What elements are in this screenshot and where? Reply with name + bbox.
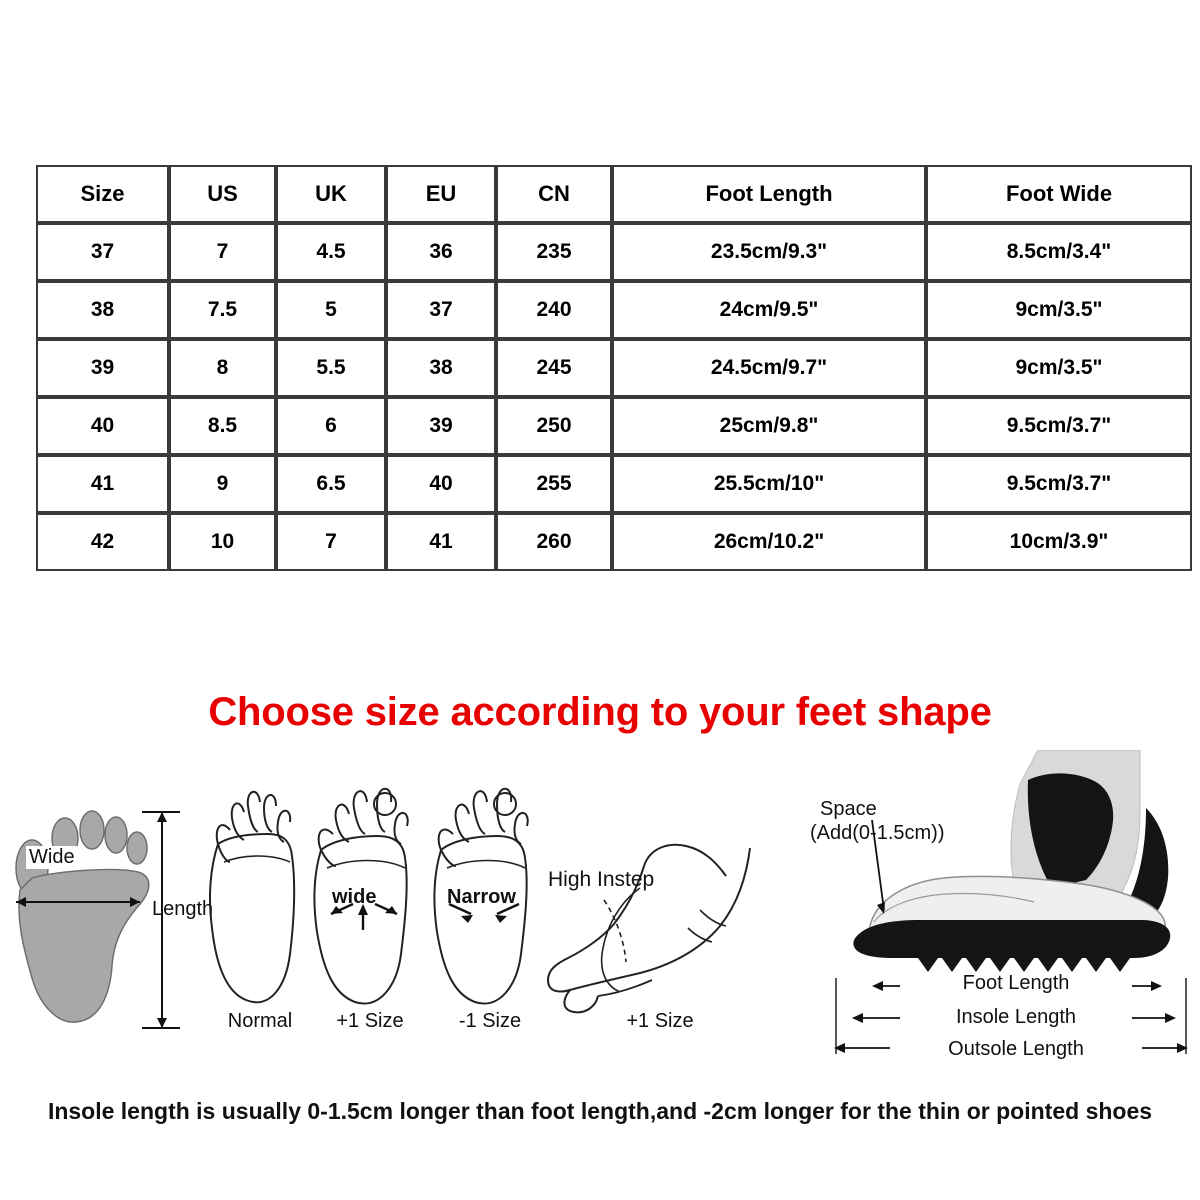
column-header-uk: UK [276, 165, 386, 223]
wide-arrow-label: wide [332, 886, 377, 908]
column-header-eu: EU [386, 165, 496, 223]
cell-foot-wide: 9.5cm/3.7" [926, 455, 1192, 513]
cell-uk: 5.5 [276, 339, 386, 397]
column-header-foot-wide: Foot Wide [926, 165, 1192, 223]
table-row [36, 397, 1192, 455]
cell-uk: 7 [276, 513, 386, 571]
cell-foot-length: 24cm/9.5" [612, 281, 926, 339]
high-instep-label: High Instep [548, 868, 655, 891]
cell-foot-wide: 10cm/3.9" [926, 513, 1192, 571]
table-row [36, 339, 1192, 397]
table-row [36, 223, 1192, 281]
cell-us: 9 [169, 455, 276, 513]
cell-cn: 245 [496, 339, 612, 397]
cell-foot-length: 26cm/10.2" [612, 513, 926, 571]
column-header-foot-length: Foot Length [612, 165, 926, 223]
cell-eu: 36 [386, 223, 496, 281]
cell-foot-wide: 9cm/3.5" [926, 281, 1192, 339]
cell-uk: 6 [276, 397, 386, 455]
cell-foot-wide: 9cm/3.5" [926, 339, 1192, 397]
cell-size: 42 [36, 513, 169, 571]
high-instep-caption: +1 Size [626, 1010, 694, 1032]
cell-size: 40 [36, 397, 169, 455]
normal-foot-outline [200, 778, 320, 1018]
cell-foot-wide: 9.5cm/3.7" [926, 397, 1192, 455]
foot-length-label: Foot Length [900, 972, 1132, 995]
cell-foot-length: 23.5cm/9.3" [612, 223, 926, 281]
cell-us: 7 [169, 223, 276, 281]
cell-eu: 39 [386, 397, 496, 455]
cell-cn: 250 [496, 397, 612, 455]
cell-us: 7.5 [169, 281, 276, 339]
sole-shape [853, 920, 1170, 972]
table-row [36, 455, 1192, 513]
cell-cn: 235 [496, 223, 612, 281]
table-row [36, 281, 1192, 339]
cell-eu: 41 [386, 513, 496, 571]
cell-uk: 6.5 [276, 455, 386, 513]
cell-foot-length: 25.5cm/10" [612, 455, 926, 513]
footnote-text: Insole length is usually 0-1.5cm longer than foot length,and -2cm longer for the thin or pointed shoes [47, 1098, 1153, 1124]
cell-cn: 240 [496, 281, 612, 339]
column-header-cn: CN [496, 165, 612, 223]
high-instep-diagram [540, 840, 760, 1020]
size-chart-table [36, 165, 1192, 571]
cell-uk: 4.5 [276, 223, 386, 281]
cell-foot-wide: 8.5cm/3.4" [926, 223, 1192, 281]
column-header-size: Size [36, 165, 169, 223]
cell-us: 10 [169, 513, 276, 571]
column-header-us: US [169, 165, 276, 223]
diagram-area [0, 760, 1200, 1080]
cell-cn: 260 [496, 513, 612, 571]
table-header-row [36, 165, 1192, 223]
space-label-line1: Space [820, 798, 877, 820]
wide-foot-caption: +1 Size [336, 1010, 404, 1032]
narrow-arrow-label: Narrow [447, 886, 516, 908]
cell-foot-length: 24.5cm/9.7" [612, 339, 926, 397]
insole-length-label: Insole Length [900, 1006, 1132, 1029]
cell-eu: 37 [386, 281, 496, 339]
wide-label: Wide [26, 846, 78, 869]
narrow-foot-caption: -1 Size [458, 1010, 522, 1032]
cell-eu: 40 [386, 455, 496, 513]
outsole-length-label: Outsole Length [890, 1038, 1142, 1061]
cell-size: 37 [36, 223, 169, 281]
gray-foot-icon [16, 811, 149, 1022]
cell-us: 8.5 [169, 397, 276, 455]
table-row [36, 513, 1192, 571]
cell-size: 39 [36, 339, 169, 397]
cell-cn: 255 [496, 455, 612, 513]
cell-uk: 5 [276, 281, 386, 339]
cell-size: 41 [36, 455, 169, 513]
cell-eu: 38 [386, 339, 496, 397]
length-label: Length [152, 898, 214, 920]
normal-foot-caption: Normal [227, 1010, 293, 1032]
space-label-line2: (Add(0-1.5cm)) [810, 822, 945, 844]
cell-size: 38 [36, 281, 169, 339]
size-chart-table-container [36, 165, 1164, 571]
section-headline: Choose size according to your feet shape [208, 690, 992, 734]
cell-us: 8 [169, 339, 276, 397]
cell-foot-length: 25cm/9.8" [612, 397, 926, 455]
